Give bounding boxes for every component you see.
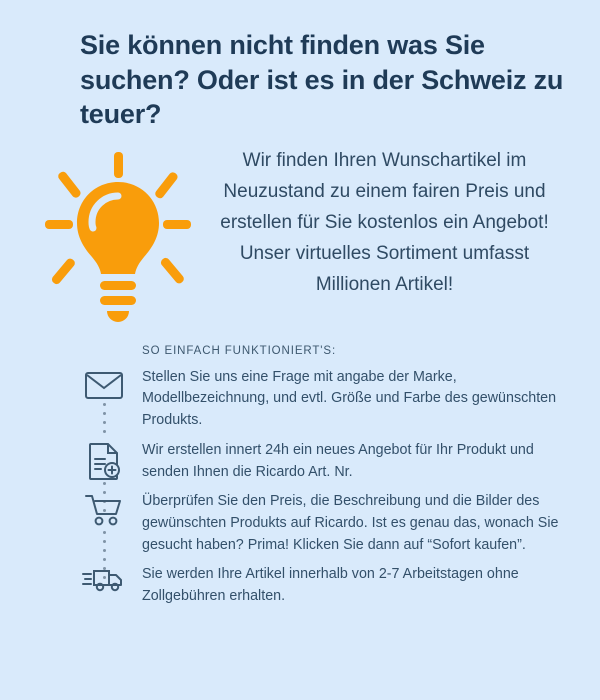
step-item bbox=[142, 564, 570, 607]
step-item bbox=[142, 367, 570, 432]
step-text: Überprüfen Sie den Preis, die Beschreibung und die Bilder des gewünschten Produkts auf Ricardo. Ist es genau das, wonach Sie gesucht haben? Prima! Klicken Sie dann auf “Sofort kaufen”. bbox=[142, 493, 559, 553]
dotted-connector bbox=[103, 403, 106, 439]
document-add-icon bbox=[80, 442, 128, 484]
step-item bbox=[142, 440, 570, 483]
delivery-truck-icon bbox=[80, 566, 128, 608]
steps-title: SO EINFACH FUNKTIONIERT'S: bbox=[142, 344, 337, 357]
intro-text: Wir finden Ihren Wunschartikel im Neuzustand zu einem fairen Preis und erstellen für Sie kostenlos ein Angebot! Unser virtuelles Sortiment umfasst Millionen Artikel! bbox=[220, 149, 549, 295]
step-text: Sie werden Ihre Artikel innerhalb von 2-7 Arbeitstagen ohne Zollgebühren erhalten. bbox=[142, 566, 519, 605]
step-text: Stellen Sie uns eine Frage mit angabe der Marke, Modellbezeichnung, und evtl. Größe und Farbe des gewünschten Produkts. bbox=[142, 368, 557, 429]
shopping-cart-icon bbox=[80, 493, 128, 535]
lightbulb-icon bbox=[30, 146, 205, 327]
intro-section bbox=[30, 146, 570, 327]
steps-section bbox=[30, 345, 570, 608]
step-text: Wir erstellen innert 24h ein neues Angebot für Ihr Produkt und senden Ihnen die Ricardo Art. Nr. bbox=[142, 441, 534, 480]
step-item bbox=[142, 491, 570, 556]
page-title: Sie können nicht finden was Sie suchen? Oder ist es in der Schweiz zu teuer? bbox=[80, 30, 564, 130]
